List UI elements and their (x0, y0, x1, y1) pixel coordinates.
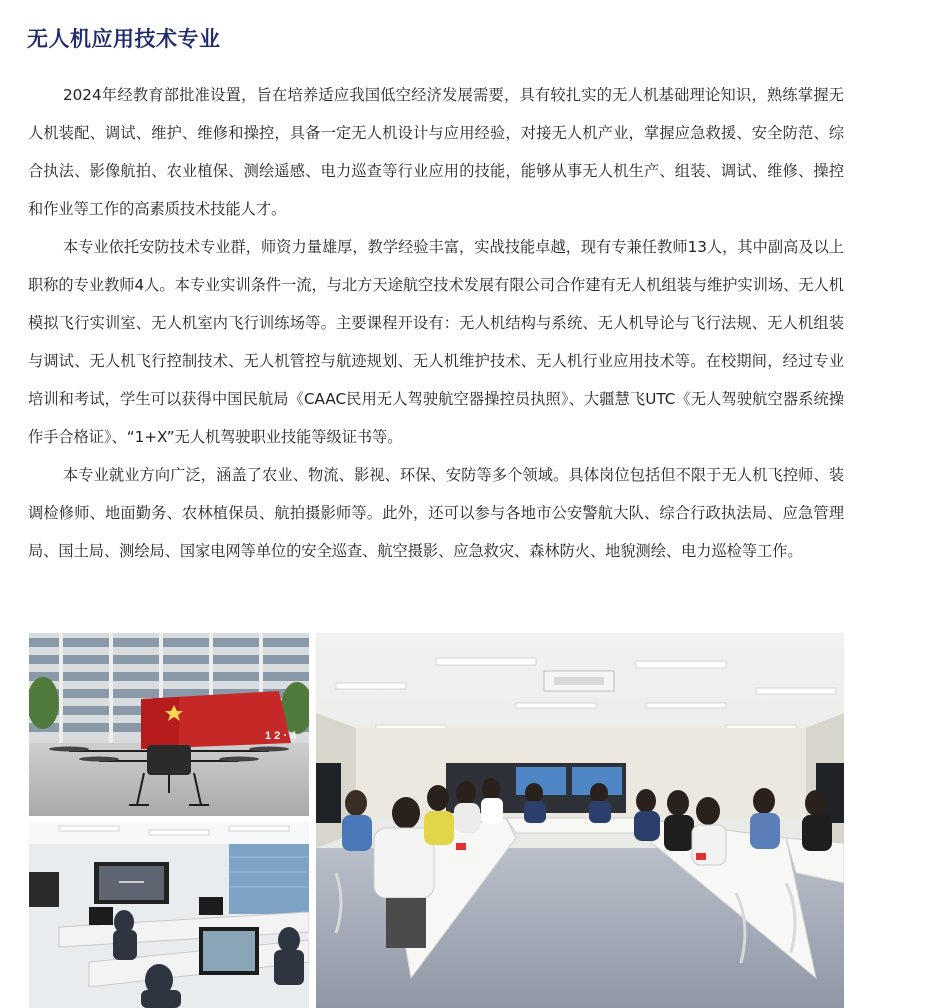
drone-outdoor-photo (29, 633, 309, 816)
photo-gallery (29, 633, 845, 1008)
meeting-room-photo (316, 633, 844, 1008)
banner-text: 1 2 · 4 (265, 730, 297, 742)
paragraph-intro: 2024年经教育部批准设置，旨在培养适应我国低空经济发展需要，具有较扎实的无人机基础理论知识，熟练掌握无人机装配、调试、维护、维修和操控，具备一定无人机设计与应用经验，对接无人机产业，掌握应急救援、安全防范、综合执法、影像航拍、农业植保、测绘遥感、电力巡查等行业应用的技能，能够从事无人机生产、组装、调试、维修、操控和作业等工作的高素质技术技能人才。 (28, 86, 844, 218)
page-title: 无人机应用技术专业 (27, 27, 221, 51)
paragraph-faculty: 本专业依托安防技术专业群，师资力量雄厚，教学经验丰富，实战技能卓越，现有专兼任教师13人，其中副高及以上职称的专业教师4人。本专业实训条件一流，与北方天途航空技术发展有限公司合作建有无人机组装与维护实训场、无人机模拟飞行实训室、无人机室内飞行训练场等。主要课程开设有：无人机结构与系统、无人机导论与飞行法规、无人机组装与调试、无人机飞行控制技术、无人机管控与航迹规划、无人机维护技术、无人机行业应用技术等。在校期间，经过专业培训和考试，学生可以获得中国民航局《CAAC民用无人驾驶航空器操控员执照》、大疆慧飞UTC《无人驾驶航空器系统操作手合格证》、“1+X”无人机驾驶职业技能等级证书等。 (28, 238, 844, 446)
paragraph-employment: 本专业就业方向广泛，涵盖了农业、物流、影视、环保、安防等多个领域。具体岗位包括但不限于无人机飞控师、装调检修师、地面勤务、农林植保员、航拍摄影师等。此外，还可以参与各地市公安警航大队、综合行政执法局、应急管理局、国土局、测绘局、国家电网等单位的安全巡查、航空摄影、应急救灾、森林防火、地貌测绘、电力巡检等工作。 (28, 466, 844, 560)
simulator-lab-photo (29, 822, 309, 1008)
article (28, 22, 844, 570)
